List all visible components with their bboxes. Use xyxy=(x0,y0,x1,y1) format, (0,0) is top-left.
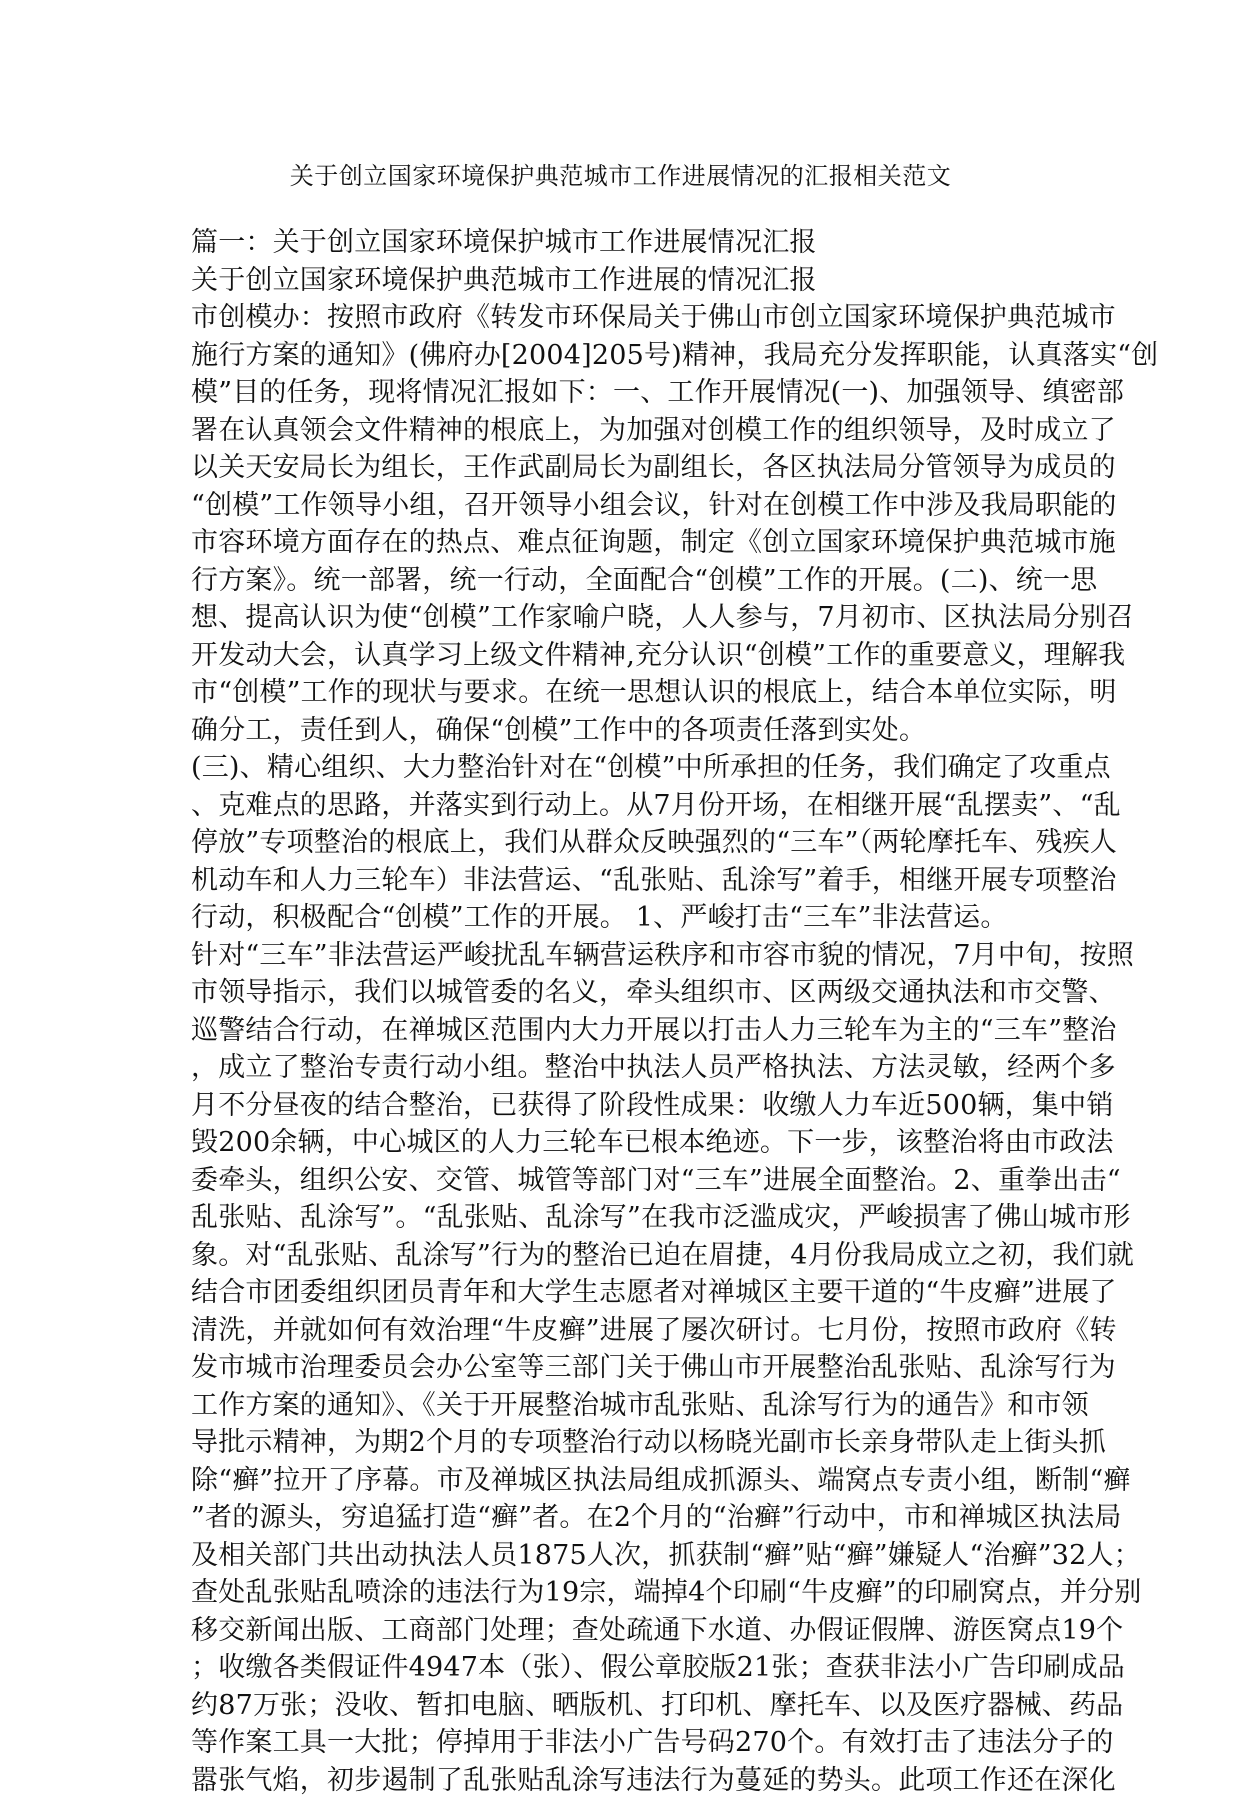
body-line: 机动车和人力三轮车）非法营运、“乱张贴、乱涂写”着手，相继开展专项整治 xyxy=(191,862,1071,900)
body-line: 除“癣”拉开了序幕。市及禅城区执法局组成抓源头、端窝点专责小组，断制“癣 xyxy=(191,1462,1071,1500)
body-line: ；收缴各类假证件4947本（张）、假公章胶版21张；查获非法小广告印刷成品 xyxy=(191,1649,1071,1687)
document-title: 关于创立国家环境保护典范城市工作进展情况的汇报相关范文 xyxy=(0,160,1241,192)
body-line: 查处乱张贴乱喷涂的违法行为19宗，端掉4个印刷“牛皮癣”的印刷窝点，并分别 xyxy=(191,1574,1071,1612)
body-line: 发市城市治理委员会办公室等三部门关于佛山市开展整治乱张贴、乱涂写行为 xyxy=(191,1349,1071,1387)
body-line: 市领导指示，我们以城管委的名义，牵头组织市、区两级交通执法和市交警、 xyxy=(191,974,1071,1012)
body-line: 施行方案的通知》(佛府办[2004]205号)精神，我局充分发挥职能，认真落实“创 xyxy=(191,337,1071,375)
body-line: 市创模办：按照市政府《转发市环保局关于佛山市创立国家环境保护典范城市 xyxy=(191,299,1071,337)
body-line: 等作案工具一大批；停掉用于非法小广告号码270个。有效打击了违法分子的 xyxy=(191,1724,1071,1762)
body-line: 、克难点的思路，并落实到行动上。从7月份开场，在相继开展“乱摆卖”、“乱 xyxy=(191,787,1071,825)
body-line: 市容环境方面存在的热点、难点征询题，制定《创立国家环境保护典范城市施 xyxy=(191,524,1071,562)
body-line: 署在认真领会文件精神的根底上，为加强对创模工作的组织领导，及时成立了 xyxy=(191,412,1071,450)
body-line: 行方案》。统一部署，统一行动，全面配合“创模”工作的开展。(二)、统一思 xyxy=(191,562,1071,600)
body-line: 乱张贴、乱涂写”。“乱张贴、乱涂写”在我市泛滥成灾，严峻损害了佛山城市形 xyxy=(191,1199,1071,1237)
body-line: 关于创立国家环境保护典范城市工作进展的情况汇报 xyxy=(191,262,1071,300)
body-line: 清洗，并就如何有效治理“牛皮癣”进展了屡次研讨。七月份，按照市政府《转 xyxy=(191,1312,1071,1350)
body-line: ，成立了整治专责行动小组。整治中执法人员严格执法、方法灵敏，经两个多 xyxy=(191,1049,1071,1087)
body-line: 移交新闻出版、工商部门处理；查处疏通下水道、办假证假牌、游医窝点19个 xyxy=(191,1612,1071,1650)
body-line: 导批示精神，为期2个月的专项整治行动以杨晓光副市长亲身带队走上街头抓 xyxy=(191,1424,1071,1462)
body-line: 毁200余辆，中心城区的人力三轮车已根本绝迹。下一步，该整治将由市政法 xyxy=(191,1124,1071,1162)
body-line: 结合市团委组织团员青年和大学生志愿者对禅城区主要干道的“牛皮癣”进展了 xyxy=(191,1274,1071,1312)
body-line: 委牵头，组织公安、交管、城管等部门对“三车”进展全面整治。2、重拳出击“ xyxy=(191,1162,1071,1200)
body-line: 开发动大会，认真学习上级文件精神,充分认识“创模”工作的重要意义，理解我 xyxy=(191,637,1071,675)
document-body xyxy=(191,224,1071,1799)
body-line: 针对“三车”非法营运严峻扰乱车辆营运秩序和市容市貌的情况，7月中旬，按照 xyxy=(191,937,1071,975)
body-line: 工作方案的通知》、《关于开展整治城市乱张贴、乱涂写行为的通告》和市领 xyxy=(191,1387,1071,1425)
body-line: 及相关部门共出动执法人员1875人次，抓获制“癣”贴“癣”嫌疑人“治癣”32人； xyxy=(191,1537,1071,1575)
body-line: 确分工，责任到人，确保“创模”工作中的各项责任落到实处。 xyxy=(191,712,1071,750)
body-line: 以关天安局长为组长，王作武副局长为副组长，各区执法局分管领导为成员的 xyxy=(191,449,1071,487)
body-line: 停放”专项整治的根底上，我们从群众反映强烈的“三车”（两轮摩托车、残疾人 xyxy=(191,824,1071,862)
body-line: (三)、精心组织、大力整治针对在“创模”中所承担的任务，我们确定了攻重点 xyxy=(191,749,1071,787)
body-line: “创模”工作领导小组，召开领导小组会议，针对在创模工作中涉及我局职能的 xyxy=(191,487,1071,525)
body-line: 约87万张；没收、暂扣电脑、晒版机、打印机、摩托车、以及医疗器械、药品 xyxy=(191,1687,1071,1725)
body-line: 月不分昼夜的结合整治，已获得了阶段性成果：收缴人力车近500辆，集中销 xyxy=(191,1087,1071,1125)
body-line: 模”目的任务，现将情况汇报如下：一、工作开展情况(一)、加强领导、缜密部 xyxy=(191,374,1071,412)
body-line: 篇一：关于创立国家环境保护城市工作进展情况汇报 xyxy=(191,224,1071,262)
body-line: 市“创模”工作的现状与要求。在统一思想认识的根底上，结合本单位实际，明 xyxy=(191,674,1071,712)
body-line: ”者的源头，穷追猛打造“癣”者。在2个月的“治癣”行动中，市和禅城区执法局 xyxy=(191,1499,1071,1537)
body-line: 嚣张气焰，初步遏制了乱张贴乱涂写违法行为蔓延的势头。此项工作还在深化 xyxy=(191,1762,1071,1799)
body-line: 巡警结合行动，在禅城区范围内大力开展以打击人力三轮车为主的“三车”整治 xyxy=(191,1012,1071,1050)
body-line: 象。对“乱张贴、乱涂写”行为的整治已迫在眉捷，4月份我局成立之初，我们就 xyxy=(191,1237,1071,1275)
body-line: 想、提高认识为使“创模”工作家喻户晓，人人参与，7月初市、区执法局分别召 xyxy=(191,599,1071,637)
body-line: 行动，积极配合“创模”工作的开展。 1、严峻打击“三车”非法营运。 xyxy=(191,899,1071,937)
